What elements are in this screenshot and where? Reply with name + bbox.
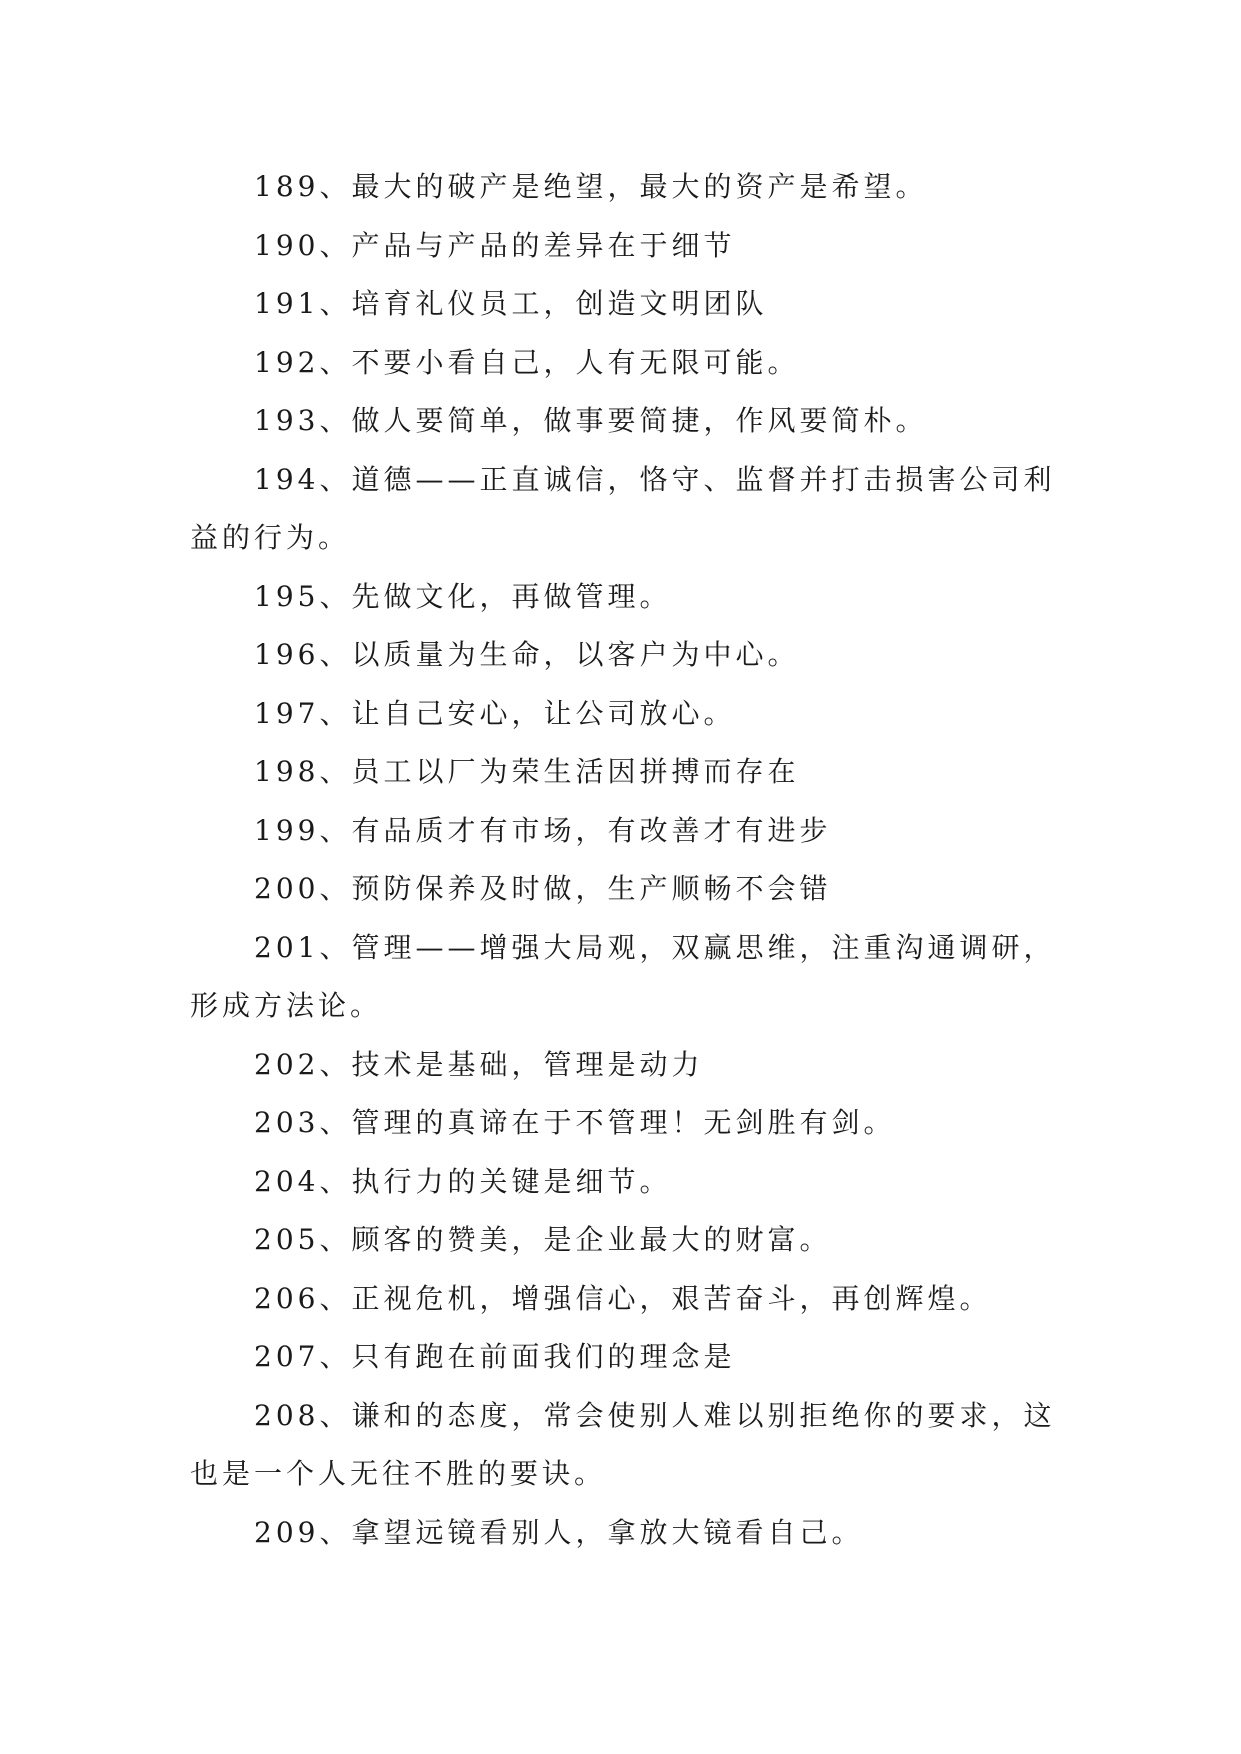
paragraph-190: 190、产品与产品的差异在于细节 (254, 228, 736, 262)
paragraph-199: 199、有品质才有市场，有改善才有进步 (254, 813, 832, 847)
paragraph-208: 208、谦和的态度，常会使别人难以别拒绝你的要求，这也是一个人无往不胜的要诀。 (190, 1398, 1056, 1490)
paragraph-205: 205、顾客的赞美，是企业最大的财富。 (254, 1223, 832, 1256)
paragraph-201: 201、管理——增强大局观，双赢思维，注重沟通调研，形成方法论。 (190, 930, 1056, 1022)
paragraph-207: 207、只有跑在前面我们的理念是 (254, 1340, 736, 1373)
paragraph-194: 194、道德——正直诚信，恪守、监督并打击损害公司利益的行为。 (190, 462, 1056, 554)
paragraph-203: 203、管理的真谛在于不管理！无剑胜有剑。 (254, 1106, 896, 1139)
paragraph-191: 191、培育礼仪员工，创造文明团队 (254, 287, 768, 320)
paragraph-196: 196、以质量为生命，以客户为中心。 (254, 638, 800, 671)
paragraph-198: 198、员工以厂为荣生活因拼搏而存在 (254, 755, 800, 788)
paragraph-195: 195、先做文化，再做管理。 (254, 579, 672, 613)
document-body (190, 158, 1070, 1562)
paragraph-204: 204、执行力的关键是细节。 (254, 1164, 672, 1198)
paragraph-192: 192、不要小看自己，人有无限可能。 (254, 345, 800, 379)
paragraph-189: 189、最大的破产是绝望，最大的资产是希望。 (254, 170, 928, 203)
paragraph-197: 197、让自己安心，让公司放心。 (254, 696, 736, 730)
paragraph-200: 200、预防保养及时做，生产顺畅不会错 (254, 872, 832, 905)
paragraph-209: 209、拿望远镜看别人，拿放大镜看自己。 (254, 1515, 864, 1549)
paragraph-202: 202、技术是基础，管理是动力 (254, 1047, 704, 1081)
paragraph-206: 206、正视危机，增强信心，艰苦奋斗，再创辉煌。 (254, 1281, 992, 1315)
paragraph-193: 193、做人要简单，做事要简捷，作风要简朴。 (254, 404, 928, 437)
